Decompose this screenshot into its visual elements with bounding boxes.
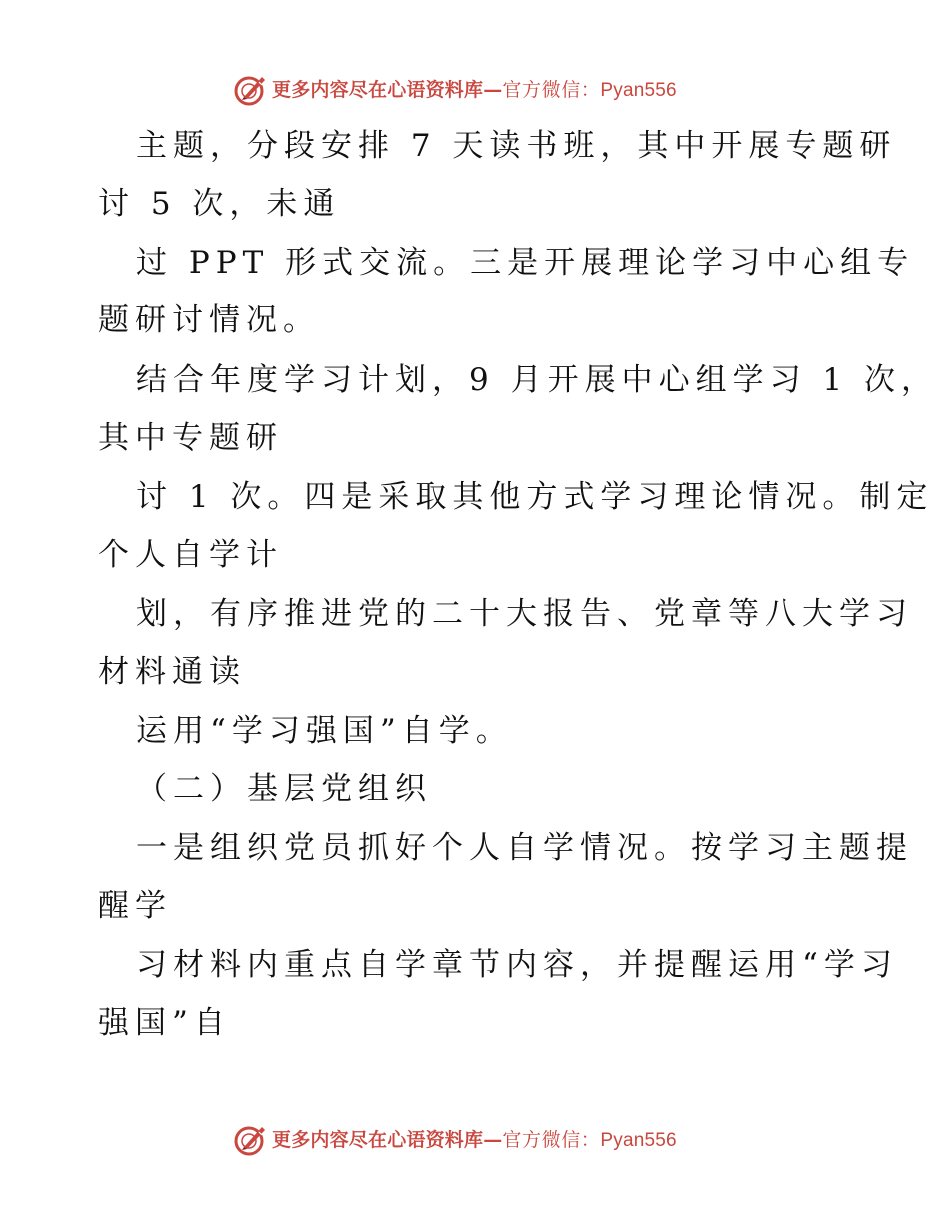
body-text-line: 强国”自	[98, 1005, 231, 1041]
header-banner	[232, 70, 677, 110]
body-text-line: 材料通读	[98, 654, 246, 690]
body-text-line: 个人自学计	[98, 537, 283, 573]
body-text-line: 一是组织党员抓好个人自学情况。按学习主题提	[136, 830, 913, 866]
banner-wechat-id: Pyan556	[600, 79, 677, 101]
banner-wechat-id: Pyan556	[600, 1129, 677, 1151]
banner-site-text: 更多内容尽在心语资料库	[272, 1128, 484, 1151]
body-text-line: 其中专题研	[98, 420, 283, 456]
body-text-line: 划，有序推进党的二十大报告、党章等八大学习	[136, 596, 913, 632]
banner-wechat-label: 官方微信：	[502, 78, 601, 101]
banner-dash: —	[483, 78, 503, 101]
body-text-line: 醒学	[98, 888, 172, 924]
body-text-line: 题研讨情况。	[98, 302, 320, 338]
body-text-line: 讨 1 次。四是采取其他方式学习理论情况。制定	[136, 479, 934, 515]
section-heading: （二）基层党组织	[136, 771, 432, 807]
banner-text	[272, 78, 677, 101]
footer-banner	[232, 1120, 677, 1160]
banner-wechat-label: 官方微信：	[502, 1128, 601, 1151]
body-text-line: 主题，分段安排 7 天读书班，其中开展专题研	[136, 128, 897, 164]
body-text-line: 习材料内重点自学章节内容，并提醒运用“学习	[136, 947, 898, 983]
quill-pen-logo-icon	[232, 1122, 268, 1158]
quill-pen-logo-icon	[232, 72, 268, 108]
banner-site-text: 更多内容尽在心语资料库	[272, 78, 484, 101]
body-text-line: 结合年度学习计划，9 月开展中心组学习 1 次，	[136, 362, 939, 398]
banner-dash: —	[483, 1128, 503, 1151]
body-text-line: 过 PPT 形式交流。三是开展理论学习中心组专	[136, 245, 915, 281]
body-text-line: 运用“学习强国”自学。	[136, 713, 513, 749]
banner-text	[272, 1128, 677, 1151]
body-text-line: 讨 5 次，未通	[98, 186, 341, 222]
